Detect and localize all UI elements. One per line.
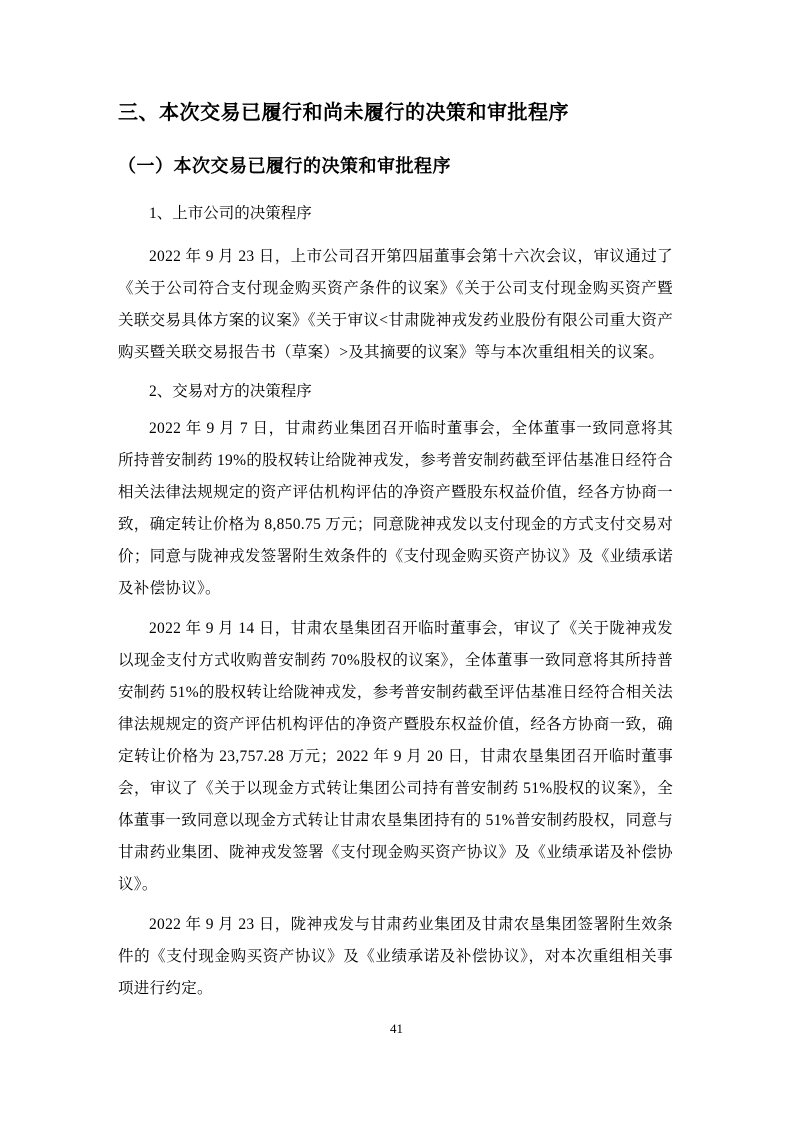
paragraph-agreement-signing: 2022 年 9 月 23 日，陇神戎发与甘肃药业集团及甘肃农垦集团签署附生效条件的《支付现金购买资产协议》及《业绩承诺及补偿协议》，对本次重组相关事项进行约定。 (118, 916, 673, 997)
paragraph-board-meeting: 2022 年 9 月 23 日，上市公司召开第四届董事会第十六次会议，审议通过了《关于公司符合支付现金购买资产条件的议案》《关于公司支付现金购买资产暨关联交易具体方案的议案》《关于审议<甘肃陇神戎发药业股份有限公司重大资产购买暨关联交易报告书（草案）>及其摘要的议案》等与本次重组相关的议案。 (118, 248, 673, 361)
paragraph-pharma-group-resolution: 2022 年 9 月 7 日，甘肃药业集团召开临时董事会，全体董事一致同意将其所持普安制药 19%的股权转让给陇神戎发，参考普安制药截至评估基准日经符合相关法律法规规定的资产评估机构评估的净资产暨股东权益价值，经各方协商一致，确定转让价格为 8,850.75 万元；同意陇神戎发以支付现金的方式支付交易对价；同意与陇神戎发签署附生效条件的《支付现金购买资产协议》及《业绩承诺及补偿协议》。 (118, 420, 673, 597)
page-number: 41 (390, 1021, 403, 1036)
paragraph-agri-group-resolution: 2022 年 9 月 14 日，甘肃农垦集团召开临时董事会，审议了《关于陇神戎发以现金支付方式收购普安制药 70%股权的议案》，全体董事一致同意将其所持普安制药 51%的股权转让给陇神戎发，参考普安制药截至评估基准日经符合相关法律法规规定的资产评估机构评估的净资产暨股东权益价值，经各方协商一致，确定转让价格为 23,757.28 万元；2022 年 9 月 20 日，甘肃农垦集团召开临时董事会，审议了《关于以现金方式转让集团公司持有普安制药 51%股权的议案》，全体董事一致同意以现金方式转让甘肃农垦集团持有的 51%普安制药股权，同意与甘肃药业集团、陇神戎发签署《支付现金购买资产协议》及《业绩承诺及补偿协议》。 (118, 620, 673, 893)
list-item-heading-2: 2、交易对方的决策程序 (149, 383, 312, 400)
section-heading: 三、本次交易已履行和尚未履行的决策和审批程序 (118, 102, 569, 124)
subsection-heading: （一）本次交易已履行的决策和审批程序 (118, 156, 451, 176)
list-item-heading-1: 1、上市公司的决策程序 (149, 205, 312, 222)
